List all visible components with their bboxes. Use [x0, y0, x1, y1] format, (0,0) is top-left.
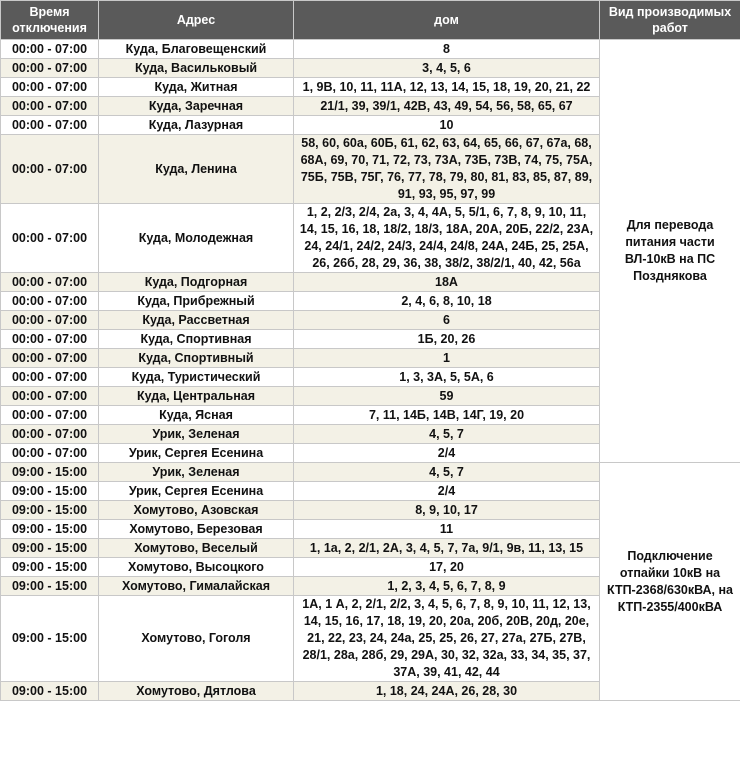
house-cell: 1Б, 20, 26: [294, 330, 600, 349]
column-header-work: Вид производимых работ: [600, 1, 740, 40]
house-cell: 7, 11, 14Б, 14В, 14Г, 19, 20: [294, 406, 600, 425]
address-cell: Куда, Туристический: [99, 368, 294, 387]
address-cell: Куда, Ясная: [99, 406, 294, 425]
time-cell: 00:00 - 07:00: [1, 368, 99, 387]
house-cell: 1, 2, 2/3, 2/4, 2а, 3, 4, 4А, 5, 5/1, 6, 7, 8, 9, 10, 11, 14, 15, 16, 18, 18/2, 18/3, 18А, 20А, 20Б, 22/2, 23А, 24, 24/1, 24/2, 24/3, 24/4, 24/8, 24А, 24Б, 25, 25А, 26, 26б, 28, 29, 36, 38, 38/2, 38/2/1, 40, 42, 56а: [294, 204, 600, 273]
work-type-cell: Для перевода питания части ВЛ-10кВ на ПС Позднякова: [600, 40, 740, 463]
address-cell: Урик, Зеленая: [99, 425, 294, 444]
house-cell: 17, 20: [294, 558, 600, 577]
address-cell: Куда, Прибрежный: [99, 292, 294, 311]
address-cell: Куда, Подгорная: [99, 273, 294, 292]
house-cell: 1, 3, 3А, 5, 5А, 6: [294, 368, 600, 387]
address-cell: Хомутово, Гоголя: [99, 596, 294, 682]
house-cell: 8, 9, 10, 17: [294, 501, 600, 520]
house-cell: 2/4: [294, 482, 600, 501]
address-cell: Урик, Зеленая: [99, 463, 294, 482]
table-row: [1, 463, 740, 482]
address-cell: Куда, Лазурная: [99, 116, 294, 135]
time-cell: 00:00 - 07:00: [1, 406, 99, 425]
house-cell: 1: [294, 349, 600, 368]
house-cell: 10: [294, 116, 600, 135]
time-cell: 09:00 - 15:00: [1, 482, 99, 501]
time-cell: 00:00 - 07:00: [1, 59, 99, 78]
house-cell: 11: [294, 520, 600, 539]
column-header-address: Адрес: [99, 1, 294, 40]
time-cell: 00:00 - 07:00: [1, 330, 99, 349]
house-cell: 1, 9В, 10, 11, 11А, 12, 13, 14, 15, 18, 19, 20, 21, 22: [294, 78, 600, 97]
time-cell: 00:00 - 07:00: [1, 97, 99, 116]
house-cell: 1А, 1 А, 2, 2/1, 2/2, 3, 4, 5, 6, 7, 8, 9, 10, 11, 12, 13, 14, 15, 16, 17, 18, 19, 20, 20а, 20б, 20В, 20д, 20е, 21, 22, 23, 24, 24а, 25, 25, 26, 27, 27а, 27Б, 27В, 28/1, 28а, 28б, 29, 29А, 30, 32, 32а, 33, 34, 35, 37, 37А, 39, 41, 42, 44: [294, 596, 600, 682]
time-cell: 00:00 - 07:00: [1, 311, 99, 330]
time-cell: 09:00 - 15:00: [1, 596, 99, 682]
time-cell: 00:00 - 07:00: [1, 116, 99, 135]
address-cell: Куда, Ленина: [99, 135, 294, 204]
time-cell: 00:00 - 07:00: [1, 292, 99, 311]
house-cell: 21/1, 39, 39/1, 42В, 43, 49, 54, 56, 58, 65, 67: [294, 97, 600, 116]
address-cell: Куда, Спортивный: [99, 349, 294, 368]
address-cell: Хомутово, Высоцкого: [99, 558, 294, 577]
address-cell: Куда, Васильковый: [99, 59, 294, 78]
time-cell: 00:00 - 07:00: [1, 273, 99, 292]
house-cell: 1, 1а, 2, 2/1, 2А, 3, 4, 5, 7, 7а, 9/1, 9в, 11, 13, 15: [294, 539, 600, 558]
address-cell: Куда, Житная: [99, 78, 294, 97]
work-type-cell: Подключение отпайки 10кВ на КТП-2368/630кВА, на КТП-2355/400кВА: [600, 463, 740, 701]
address-cell: Куда, Благовещенский: [99, 40, 294, 59]
address-cell: Хомутово, Веселый: [99, 539, 294, 558]
house-cell: 4, 5, 7: [294, 425, 600, 444]
time-cell: 09:00 - 15:00: [1, 539, 99, 558]
time-cell: 09:00 - 15:00: [1, 463, 99, 482]
address-cell: Урик, Сергея Есенина: [99, 482, 294, 501]
address-cell: Урик, Сергея Есенина: [99, 444, 294, 463]
time-cell: 00:00 - 07:00: [1, 135, 99, 204]
column-header-time: Время отключения: [1, 1, 99, 40]
time-cell: 00:00 - 07:00: [1, 40, 99, 59]
table-row: [1, 40, 740, 59]
time-cell: 00:00 - 07:00: [1, 444, 99, 463]
house-cell: 8: [294, 40, 600, 59]
time-cell: 09:00 - 15:00: [1, 682, 99, 701]
address-cell: Куда, Заречная: [99, 97, 294, 116]
house-cell: 6: [294, 311, 600, 330]
time-cell: 00:00 - 07:00: [1, 387, 99, 406]
address-cell: Куда, Рассветная: [99, 311, 294, 330]
time-cell: 09:00 - 15:00: [1, 520, 99, 539]
time-cell: 09:00 - 15:00: [1, 501, 99, 520]
house-cell: 1, 18, 24, 24А, 26, 28, 30: [294, 682, 600, 701]
house-cell: 1, 2, 3, 4, 5, 6, 7, 8, 9: [294, 577, 600, 596]
column-header-house: дом: [294, 1, 600, 40]
time-cell: 09:00 - 15:00: [1, 577, 99, 596]
house-cell: 18А: [294, 273, 600, 292]
house-cell: 58, 60, 60а, 60Б, 61, 62, 63, 64, 65, 66, 67, 67а, 68, 68А, 69, 70, 71, 72, 73, 73А, 73Б, 73В, 74, 75, 75А, 75Б, 75В, 75Г, 76, 77, 78, 79, 80, 81, 83, 85, 87, 89, 91, 93, 95, 97, 99: [294, 135, 600, 204]
house-cell: 2/4: [294, 444, 600, 463]
address-cell: Хомутово, Азовская: [99, 501, 294, 520]
address-cell: Куда, Молодежная: [99, 204, 294, 273]
house-cell: 2, 4, 6, 8, 10, 18: [294, 292, 600, 311]
house-cell: 3, 4, 5, 6: [294, 59, 600, 78]
table-header-row: [1, 1, 740, 40]
time-cell: 00:00 - 07:00: [1, 78, 99, 97]
time-cell: 00:00 - 07:00: [1, 425, 99, 444]
house-cell: 4, 5, 7: [294, 463, 600, 482]
address-cell: Хомутово, Березовая: [99, 520, 294, 539]
time-cell: 00:00 - 07:00: [1, 204, 99, 273]
time-cell: 09:00 - 15:00: [1, 558, 99, 577]
house-cell: 59: [294, 387, 600, 406]
address-cell: Хомутово, Дятлова: [99, 682, 294, 701]
time-cell: 00:00 - 07:00: [1, 349, 99, 368]
address-cell: Хомутово, Гималайская: [99, 577, 294, 596]
address-cell: Куда, Центральная: [99, 387, 294, 406]
address-cell: Куда, Спортивная: [99, 330, 294, 349]
